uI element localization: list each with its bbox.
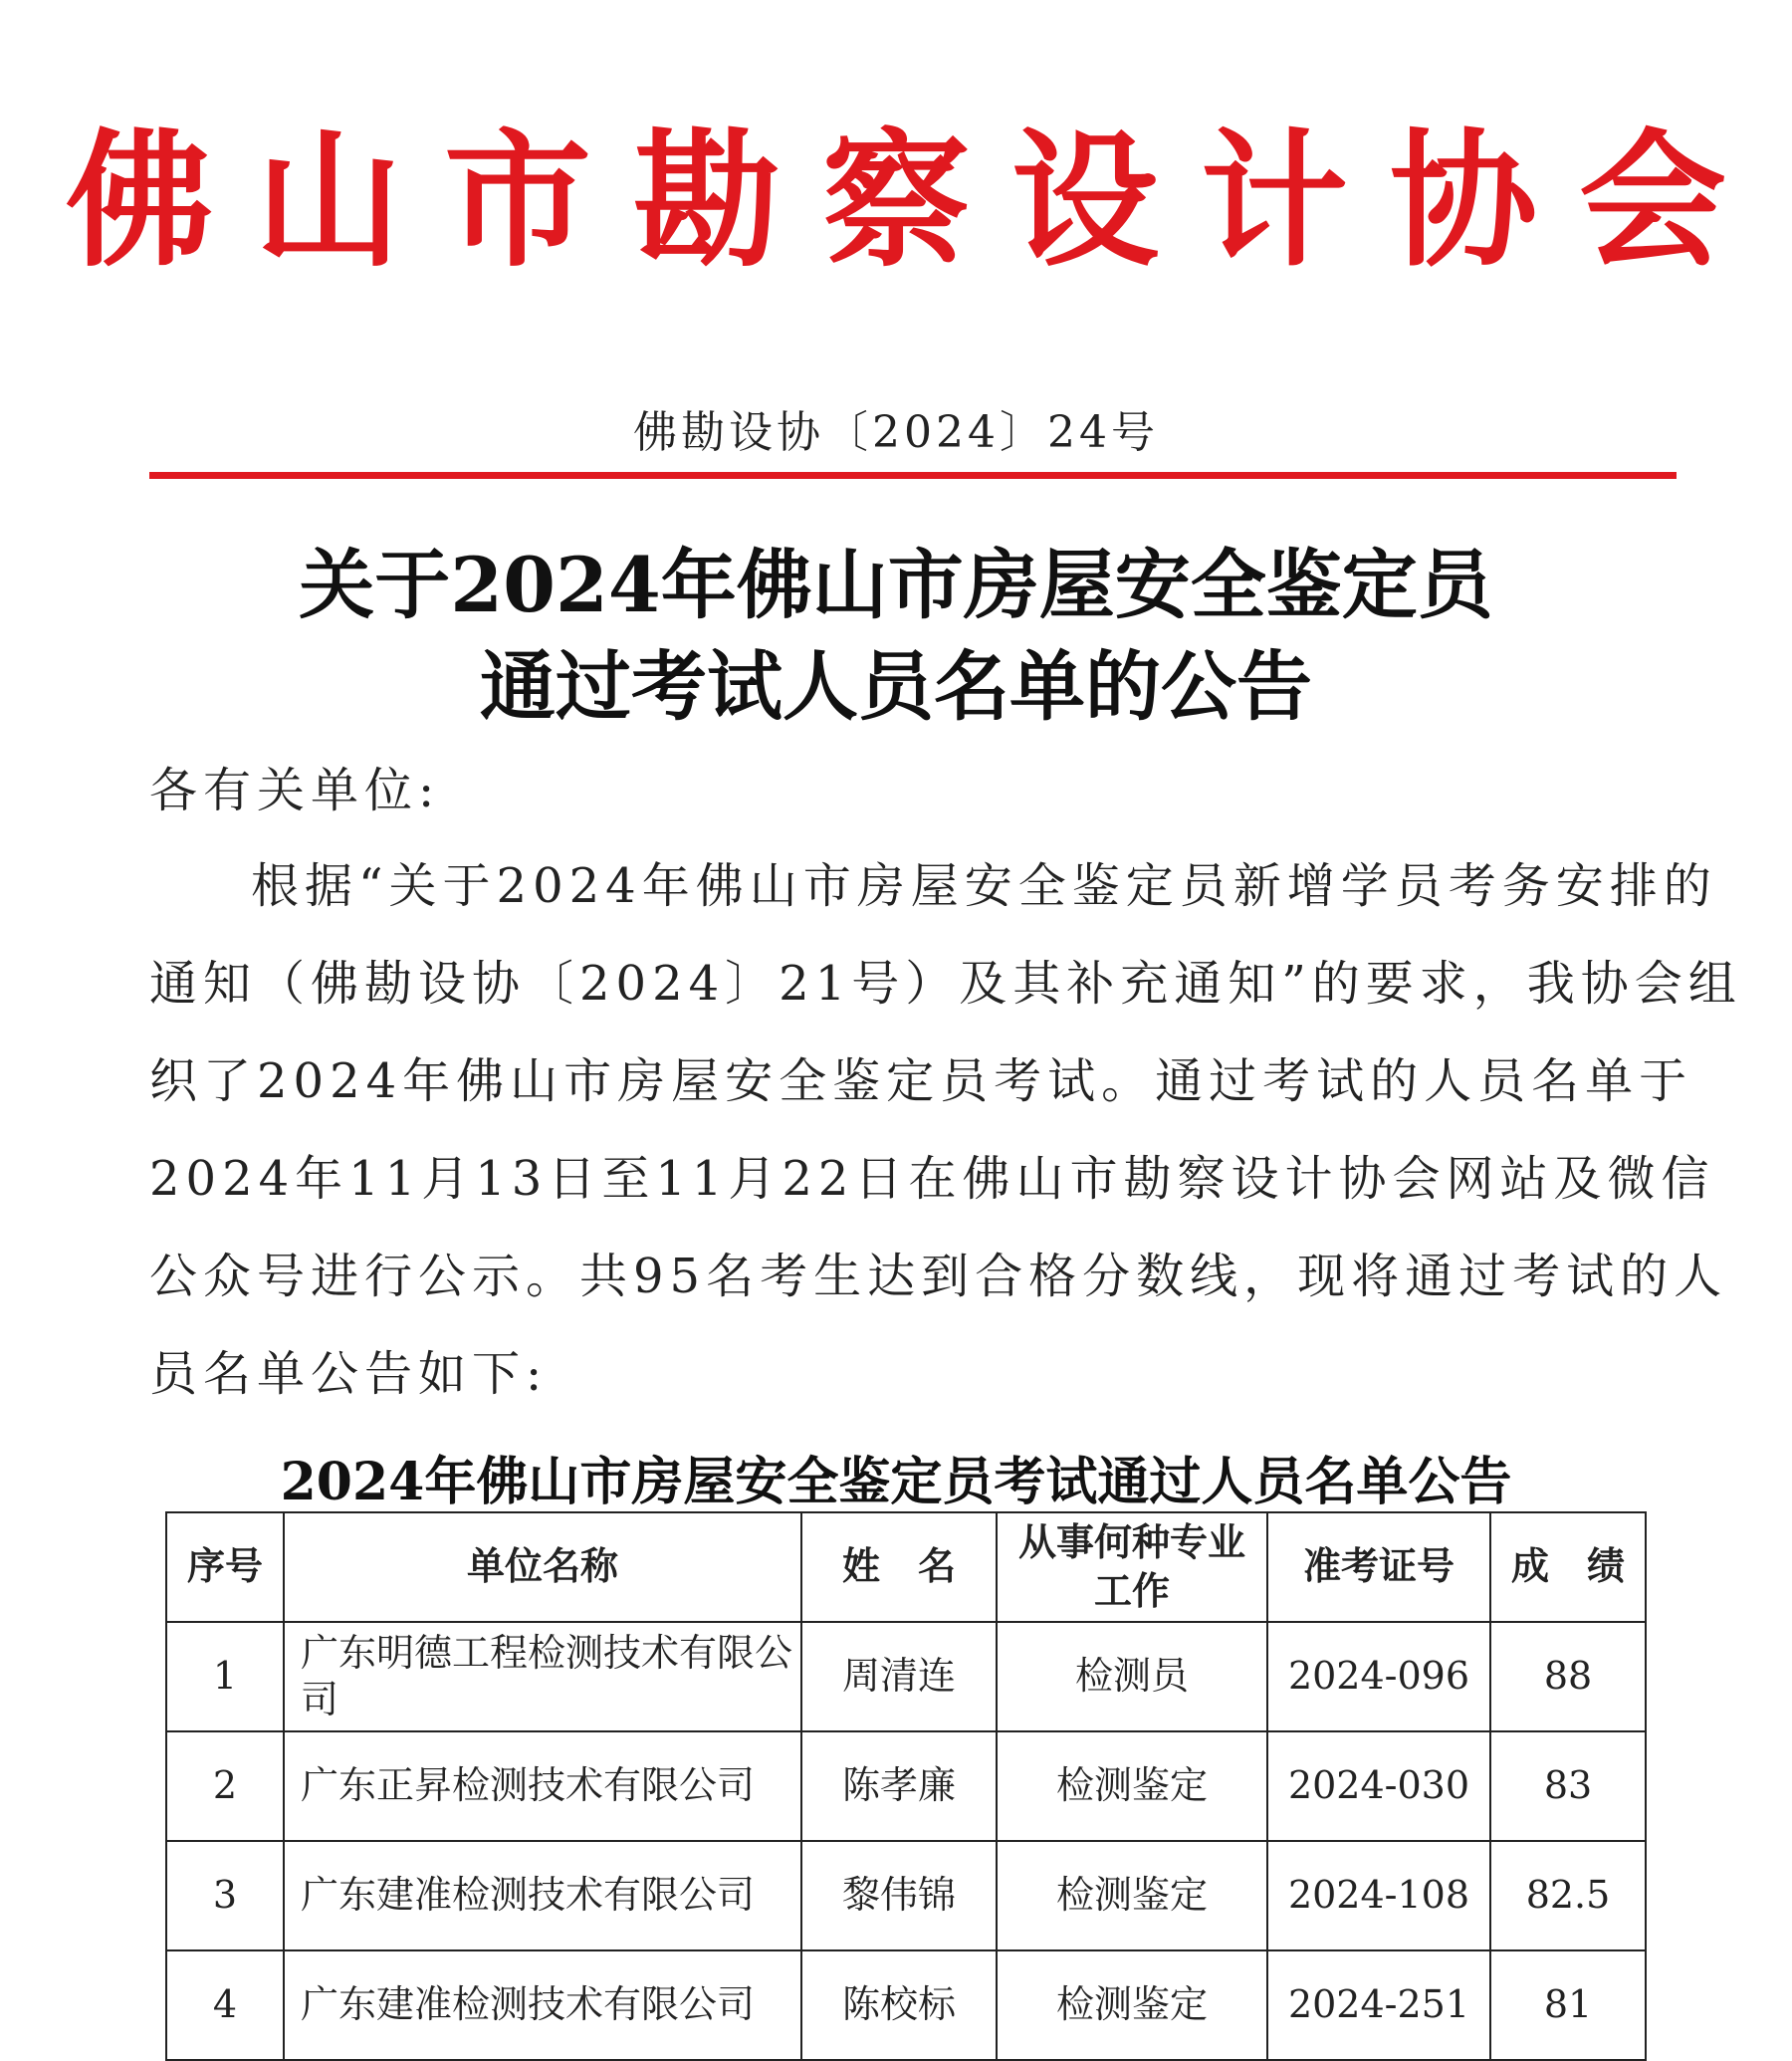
salutation: 各有关单位: (149, 763, 441, 818)
passed-candidates-table (165, 1511, 1647, 2061)
cell-ticket-number: 2024-108 (1267, 1841, 1490, 1950)
notice-title-line-2: 通过考试人员名单的公告 (480, 642, 1312, 731)
cell-score: 82.5 (1490, 1841, 1646, 1950)
red-divider (149, 472, 1677, 479)
cell-ticket-number: 2024-096 (1267, 1622, 1490, 1731)
table-title: 2024年佛山市房屋安全鉴定员考试通过人员名单公告 (280, 1452, 1512, 1512)
cell-company: 广东明德工程检测技术有限公司 (284, 1622, 801, 1731)
table-row (166, 1731, 1646, 1841)
cell-profession: 检测鉴定 (997, 1841, 1267, 1950)
cell-serial: 2 (166, 1731, 284, 1841)
body-line: 员名单公告如下: (149, 1346, 549, 1402)
cell-profession: 检测员 (997, 1622, 1267, 1731)
table-header-row (166, 1512, 1646, 1622)
table-row (166, 1841, 1646, 1950)
table-row (166, 1622, 1646, 1731)
table-row (166, 1950, 1646, 2060)
body-line: 根据“关于2024年佛山市房屋安全鉴定员新增学员考务安排的 (251, 858, 1717, 914)
body-line: 织了2024年佛山市房屋安全鉴定员考试。通过考试的人员名单于 (149, 1053, 1693, 1109)
header-score: 成 绩 (1490, 1512, 1646, 1622)
cell-score: 83 (1490, 1731, 1646, 1841)
body-line: 2024年11月13日至11月22日在佛山市勘察设计协会网站及微信 (149, 1151, 1715, 1207)
cell-score: 88 (1490, 1622, 1646, 1731)
cell-serial: 4 (166, 1950, 284, 2060)
header-name: 姓 名 (801, 1512, 997, 1622)
cell-name: 周清连 (801, 1622, 997, 1731)
cell-serial: 3 (166, 1841, 284, 1950)
header-serial: 序号 (166, 1512, 284, 1622)
cell-company: 广东建准检测技术有限公司 (284, 1841, 801, 1950)
header-ticket-number: 准考证号 (1267, 1512, 1490, 1622)
document-number: 佛勘设协〔2024〕24号 (633, 407, 1159, 458)
body-line: 公众号进行公示。共95名考生达到合格分数线，现将通过考试的人 (149, 1249, 1728, 1304)
cell-name: 黎伟锦 (801, 1841, 997, 1950)
header-company: 单位名称 (284, 1512, 801, 1622)
cell-profession: 检测鉴定 (997, 1950, 1267, 2060)
header-profession: 从事何种专业工作 (997, 1512, 1267, 1622)
cell-name: 陈孝廉 (801, 1731, 997, 1841)
body-line: 通知（佛勘设协〔2024〕21号）及其补充通知”的要求，我协会组 (149, 956, 1742, 1012)
masthead-title: 佛山市勘察设计协会 (66, 115, 1768, 287)
cell-name: 陈校标 (801, 1950, 997, 2060)
cell-score: 81 (1490, 1950, 1646, 2060)
cell-serial: 1 (166, 1622, 284, 1731)
cell-company: 广东建准检测技术有限公司 (284, 1950, 801, 2060)
cell-ticket-number: 2024-030 (1267, 1731, 1490, 1841)
cell-company: 广东正昇检测技术有限公司 (284, 1731, 801, 1841)
cell-profession: 检测鉴定 (997, 1731, 1267, 1841)
notice-title-line-1: 关于2024年佛山市房屋安全鉴定员 (299, 541, 1493, 629)
cell-ticket-number: 2024-251 (1267, 1950, 1490, 2060)
